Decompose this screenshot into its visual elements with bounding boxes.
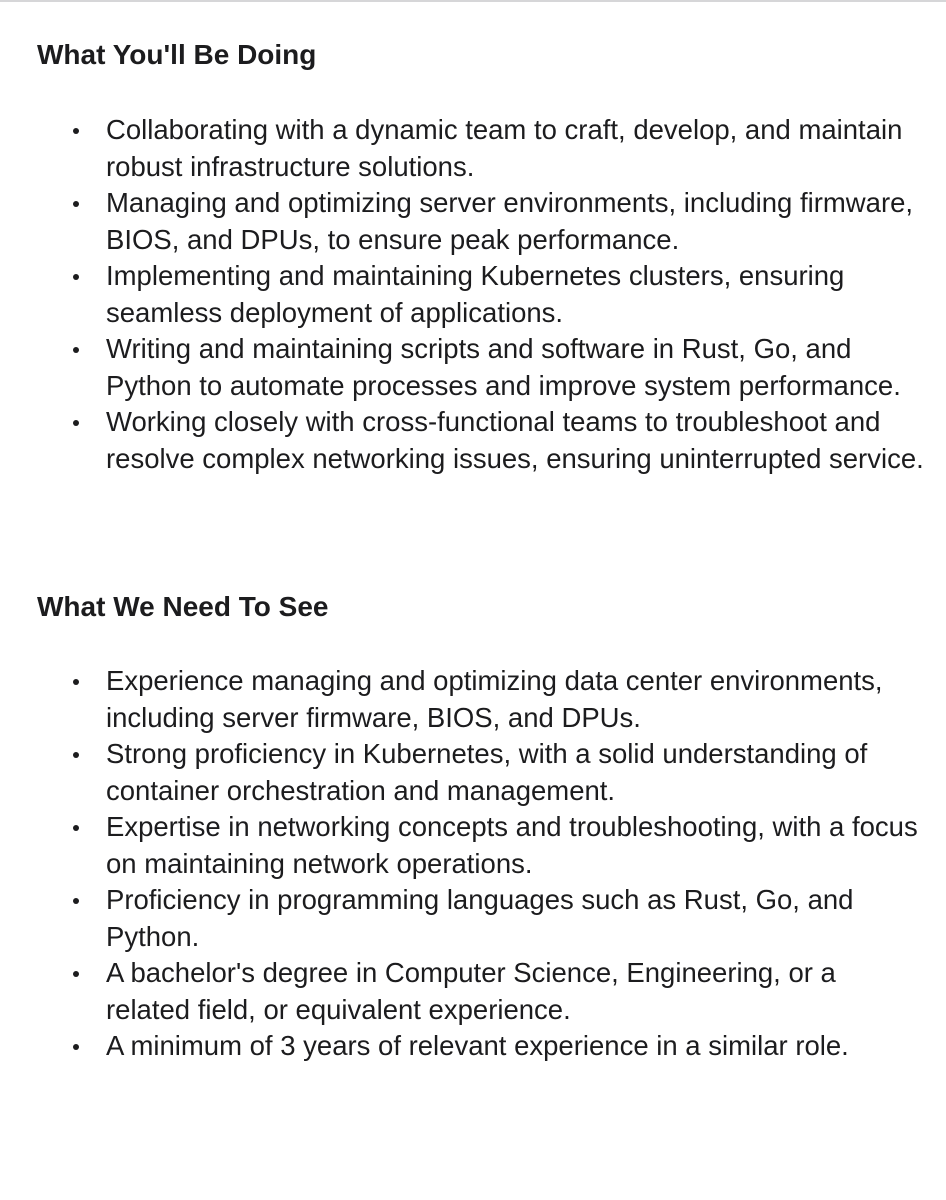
list-item [0, 882, 946, 955]
bullet-icon [73, 1044, 79, 1050]
bullet-icon [73, 752, 79, 758]
list-item [0, 404, 946, 477]
list-item [0, 736, 946, 809]
list-item-text: Managing and optimizing server environments, including firmware, BIOS, and DPUs, to ensure peak performance. [106, 187, 914, 255]
bullet-icon [73, 274, 79, 280]
list-item [0, 955, 946, 1028]
bullet-icon [73, 347, 79, 353]
top-divider [0, 0, 946, 2]
bullet-icon [73, 825, 79, 831]
bullet-icon [73, 898, 79, 904]
list-item [0, 258, 946, 331]
list-item-text: A minimum of 3 years of relevant experience in a similar role. [106, 1030, 849, 1061]
list-item-text: Strong proficiency in Kubernetes, with a solid understanding of container orchestration and management. [106, 738, 868, 806]
requirements-list [0, 663, 946, 1065]
list-item-text: Implementing and maintaining Kubernetes clusters, ensuring seamless deployment of applications. [106, 260, 845, 328]
list-item [0, 112, 946, 185]
bullet-icon [73, 679, 79, 685]
doing-list [0, 112, 946, 477]
list-item [0, 1028, 946, 1065]
list-item-text: Proficiency in programming languages such as Rust, Go, and Python. [106, 884, 854, 952]
list-item-text: A bachelor's degree in Computer Science, Engineering, or a related field, or equivalent experience. [106, 957, 836, 1025]
list-item-text: Collaborating with a dynamic team to craft, develop, and maintain robust infrastructure solutions. [106, 114, 903, 182]
list-item-text: Writing and maintaining scripts and software in Rust, Go, and Python to automate processes and improve system performance. [106, 333, 901, 401]
list-item [0, 185, 946, 258]
list-item [0, 809, 946, 882]
bullet-icon [73, 128, 79, 134]
list-item [0, 663, 946, 736]
bullet-icon [73, 420, 79, 426]
list-item-text: Experience managing and optimizing data center environments, including server firmware, BIOS, and DPUs. [106, 665, 883, 733]
section-title-doing: What You'll Be Doing [37, 39, 317, 70]
section-title-requirements: What We Need To See [37, 591, 329, 622]
list-item [0, 331, 946, 404]
list-item-text: Expertise in networking concepts and troubleshooting, with a focus on maintaining network operations. [106, 811, 918, 879]
bullet-icon [73, 971, 79, 977]
bullet-icon [73, 201, 79, 207]
list-item-text: Working closely with cross-functional teams to troubleshoot and resolve complex networking issues, ensuring uninterrupted service. [106, 406, 924, 474]
